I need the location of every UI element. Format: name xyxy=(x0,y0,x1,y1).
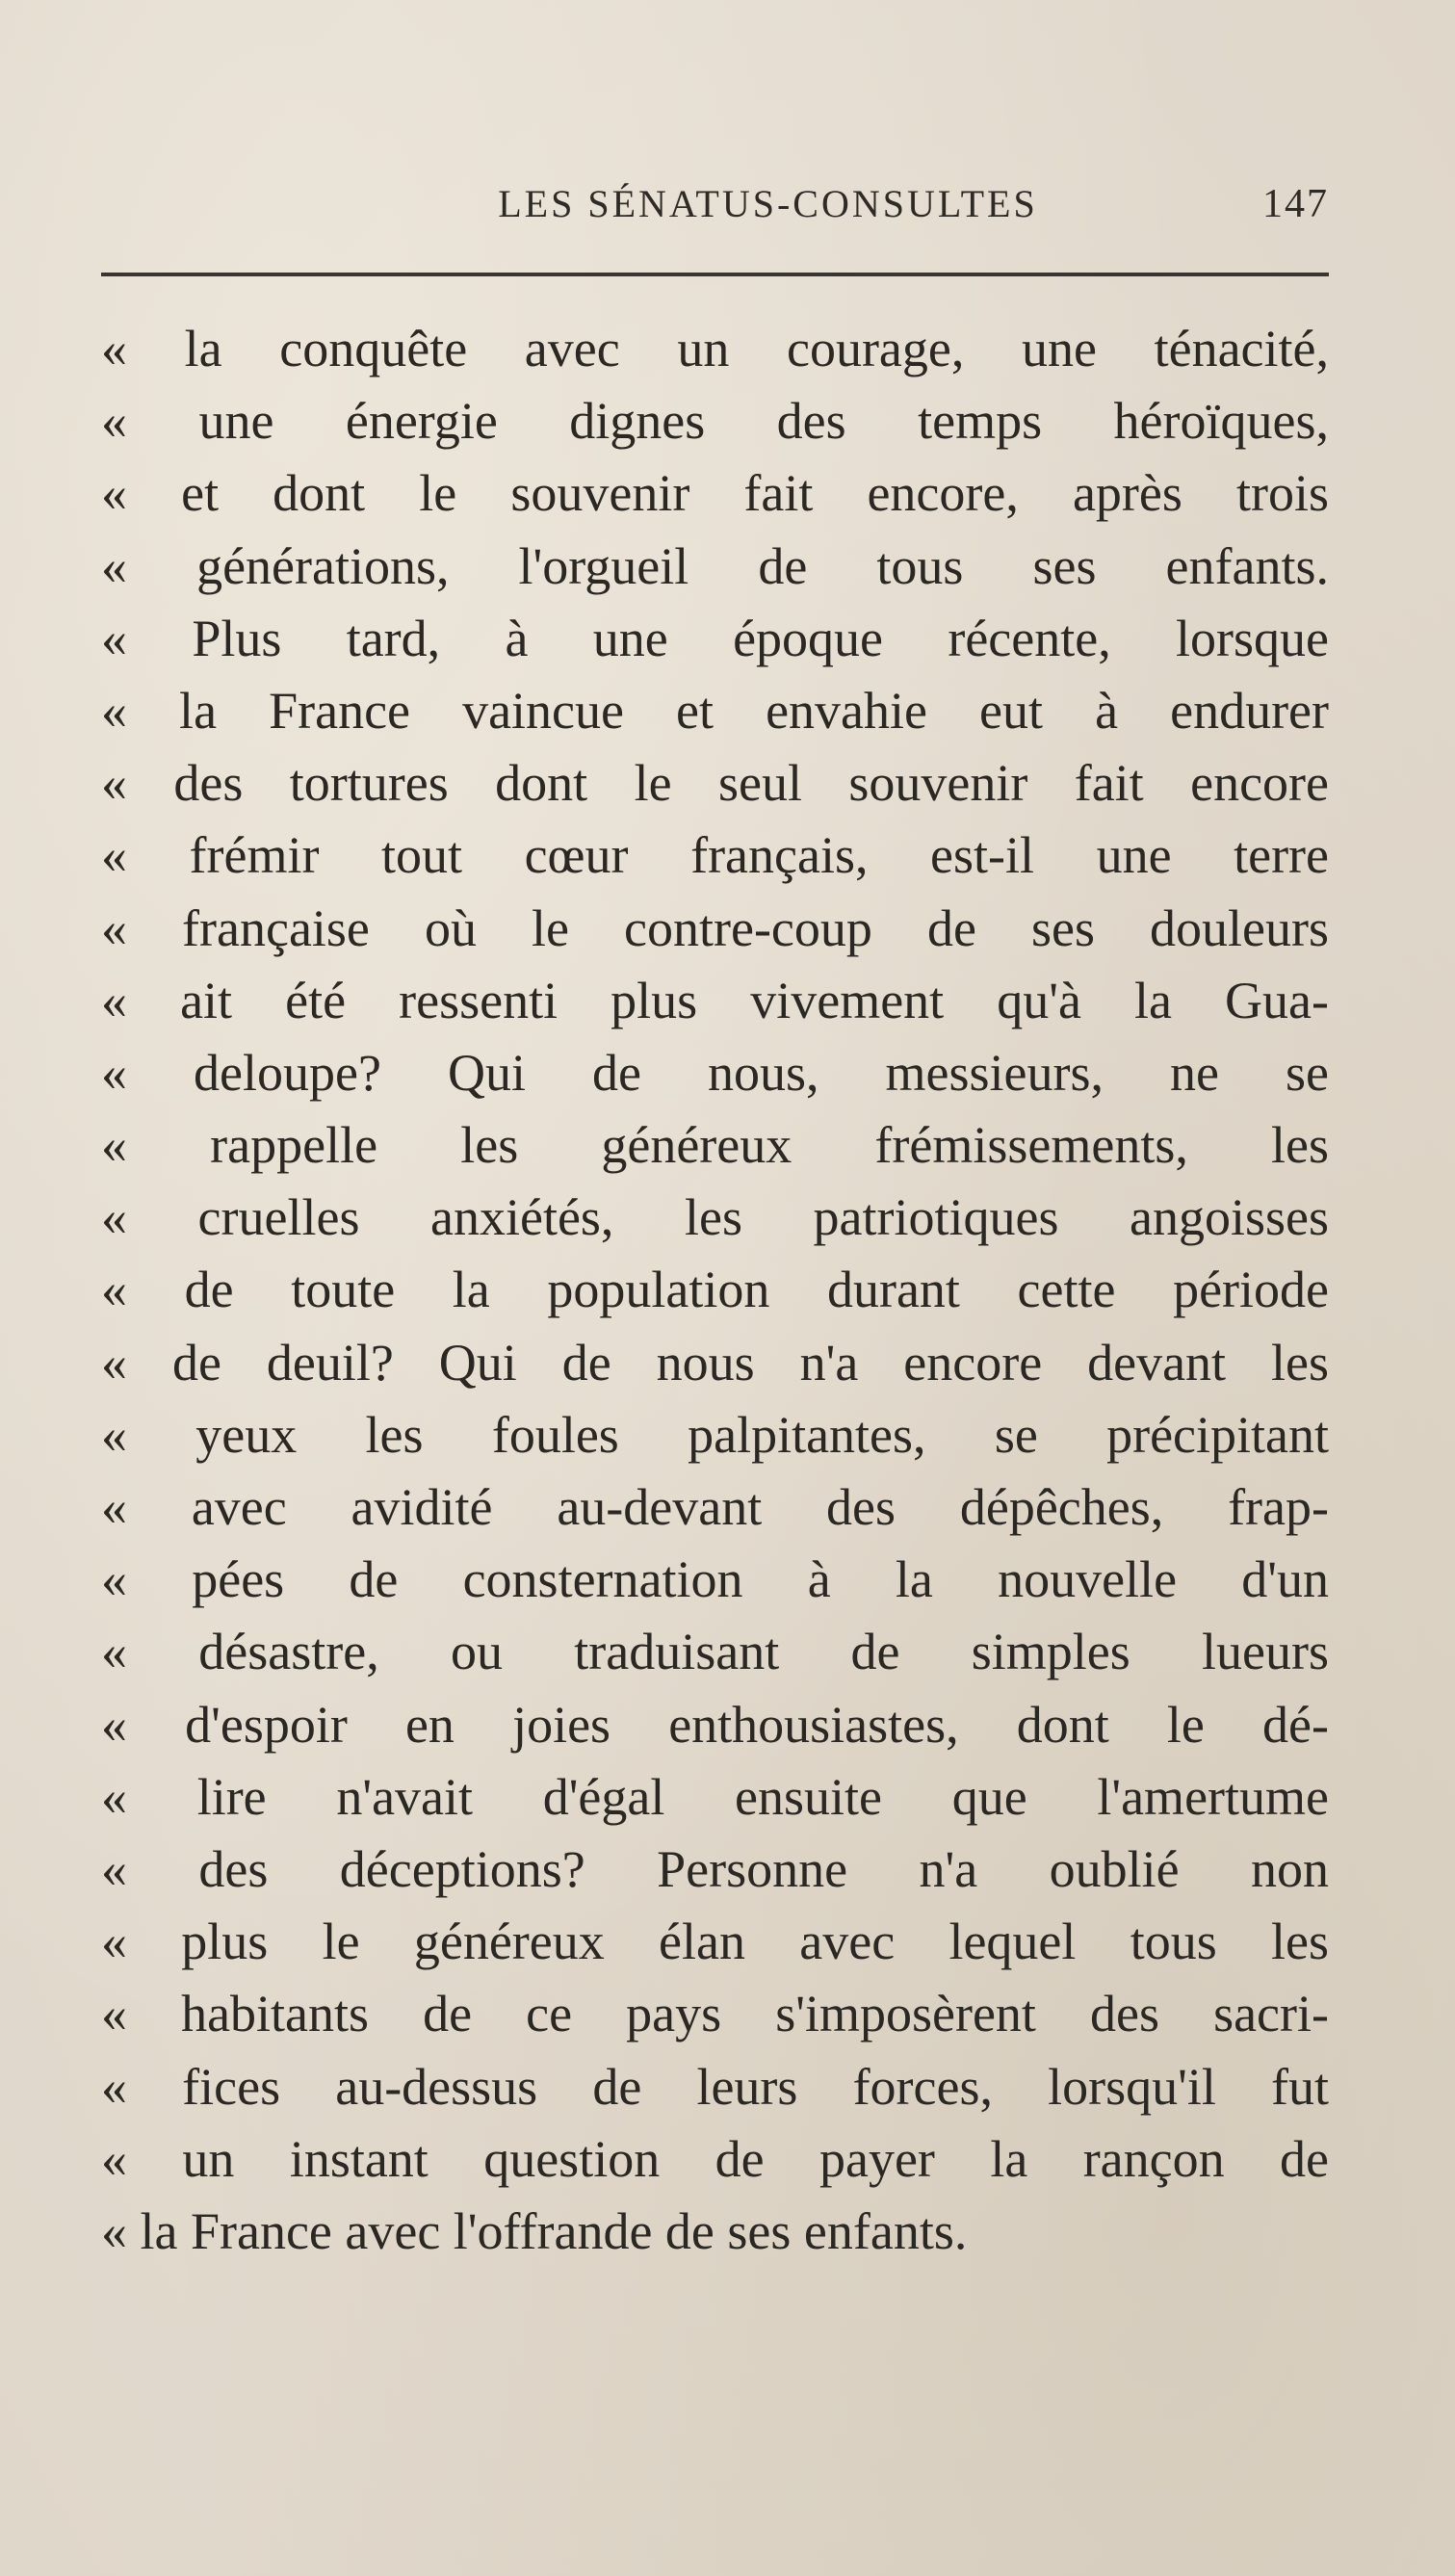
text-line: « deloupe? Qui de nous, messieurs, ne se xyxy=(101,1043,1329,1102)
text-line: « générations, l'orgueil de tous ses enfants. xyxy=(101,536,1329,595)
text-line: « ait été ressenti plus vivement qu'à la Gua- xyxy=(101,971,1329,1029)
text-line: « frémir tout cœur français, est-il une terre xyxy=(101,826,1329,885)
text-line: « française où le contre-coup de ses douleurs xyxy=(101,898,1329,957)
body-text xyxy=(101,313,1329,2268)
text-line: « un instant question de payer la rançon de xyxy=(101,2129,1329,2188)
text-line: « la France avec l'offrande de ses enfants. xyxy=(101,2201,968,2260)
text-line: « d'espoir en joies enthousiastes, dont le dé- xyxy=(101,1695,1329,1754)
text-line: « la France vaincue et envahie eut à endurer xyxy=(101,681,1329,740)
text-line: « la conquête avec un courage, une ténacité, xyxy=(101,320,1329,377)
text-line: « avec avidité au-devant des dépêches, frap- xyxy=(101,1478,1329,1536)
text-line: « yeux les foules palpitantes, se précipitant xyxy=(101,1405,1329,1464)
text-line: « des déceptions? Personne n'a oublié non xyxy=(101,1839,1329,1898)
text-line: « désastre, ou traduisant de simples lueurs xyxy=(101,1623,1329,1681)
text-line: « de toute la population durant cette période xyxy=(101,1261,1329,1319)
page-number: 147 xyxy=(1262,182,1329,226)
text-line: « plus le généreux élan avec lequel tous les xyxy=(101,1912,1329,1971)
text-line: « et dont le souvenir fait encore, après trois xyxy=(101,464,1329,523)
running-title: LES SÉNATUS-CONSULTES xyxy=(498,182,1038,225)
text-line: « cruelles anxiétés, les patriotiques angoisses xyxy=(101,1188,1329,1247)
text-line: « lire n'avait d'égal ensuite que l'amertume xyxy=(101,1767,1329,1826)
page-header xyxy=(101,181,1329,239)
text-line: « habitants de ce pays s'imposèrent des sacri- xyxy=(101,1985,1329,2043)
text-line: « fices au-dessus de leurs forces, lorsqu'il fut xyxy=(101,2057,1329,2116)
text-line: « une énergie dignes des temps héroïques, xyxy=(101,392,1329,451)
text-line: « des tortures dont le seul souvenir fait encore xyxy=(101,754,1329,813)
text-line: « Plus tard, à une époque récente, lorsque xyxy=(101,609,1329,667)
text-line: « pées de consternation à la nouvelle d'un xyxy=(101,1550,1329,1609)
header-rule xyxy=(101,273,1329,276)
text-line: « rappelle les généreux frémissements, les xyxy=(101,1116,1329,1175)
text-line: « de deuil? Qui de nous n'a encore devant les xyxy=(101,1333,1329,1392)
